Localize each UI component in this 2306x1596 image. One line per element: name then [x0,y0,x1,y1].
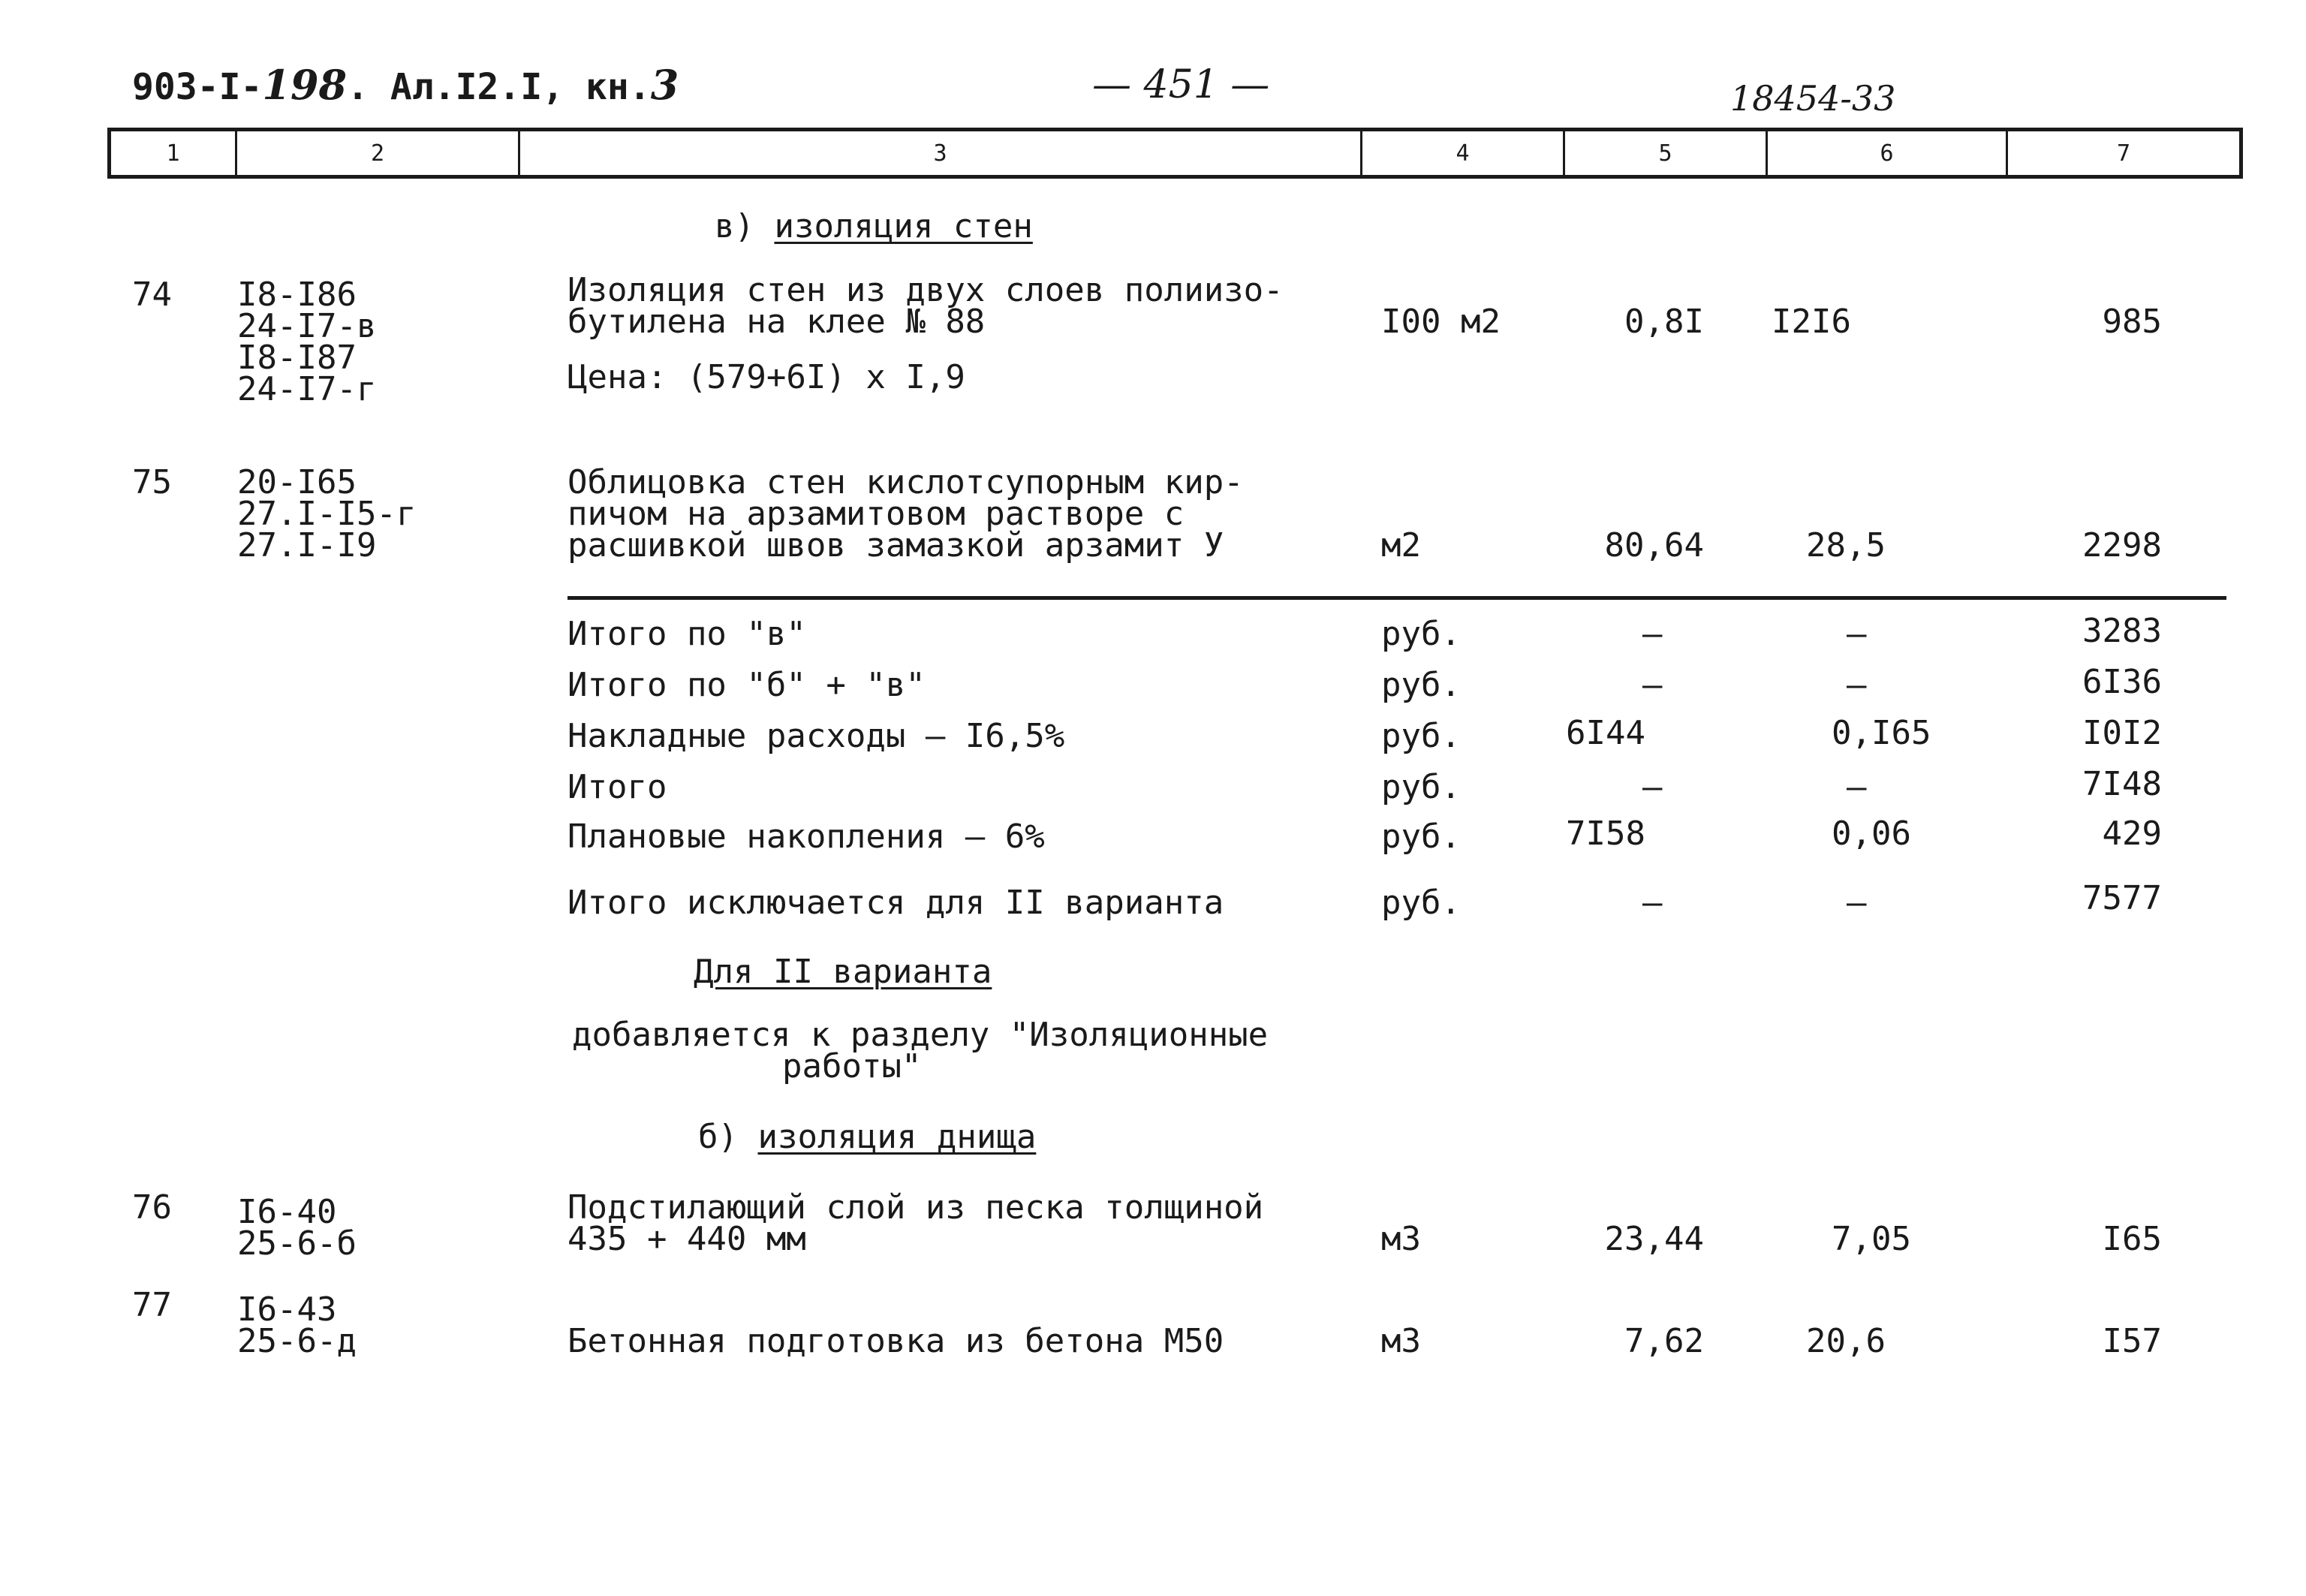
column-header-2: 2 [237,131,520,175]
code-line: I6-40 [237,1193,337,1231]
unit-price-cell: 20,6 [1806,1322,1886,1360]
summary-unit: руб. [1381,818,1461,856]
column-header-6: 6 [1768,131,2008,175]
section-v-title: изоляция стен [774,207,1033,245]
summary-col6: – [1847,768,1867,806]
summary-label: Итого по "б" + "в" [567,666,926,704]
unit-cell: м3 [1381,1322,1421,1360]
doc-book-handwritten: 3 [650,61,679,109]
summary-unit: руб. [1381,768,1461,806]
section-v-prefix: в) [715,207,754,245]
summary-label: Итого по "в" [567,615,806,653]
description-line: пичом на арзамитовом растворе с [567,495,1185,533]
section-b-prefix: б) [698,1118,738,1156]
unit-price-cell: 28,5 [1806,526,1886,565]
quantity-cell: 80,64 [1604,526,1704,565]
summary-col7: 7I48 [2082,765,2162,803]
quantity-cell: 0,8I [1624,303,1704,341]
summary-col5: – [1642,884,1663,922]
description-line: Бетонная подготовка из бетона М50 [567,1322,1224,1360]
summary-col6: 0,I65 [1832,714,1931,752]
price-note: Цена: (579+6I) х I,9 [567,358,965,396]
doc-code-handwritten: 198 [262,61,348,109]
quantity-cell: 7,62 [1624,1322,1704,1360]
summary-divider [567,596,2226,600]
column-header-7: 7 [2116,140,2131,167]
summary-col5: 7I58 [1566,815,1645,853]
code-line: 20-I65 [237,463,357,501]
summary-unit: руб. [1381,666,1461,704]
row-number: 74 [132,276,172,314]
total-cell: I57 [2102,1322,2162,1360]
row-number: 75 [132,463,172,501]
summary-col5: – [1642,768,1663,806]
description-line: Подстилающий слой из песка толщиной [567,1188,1264,1227]
summary-col6: 0,06 [1832,815,1911,853]
summary-label: Итого исключается для II варианта [567,884,1224,922]
document-code [132,61,679,109]
unit-cell: м2 [1381,526,1421,565]
description-line: Изоляция стен из двух слоев полиизо- [567,271,1284,309]
variant-note-line: работы" [782,1047,922,1086]
section-b-title: изоляция днища [757,1118,1037,1156]
summary-col5: 6I44 [1566,714,1645,752]
summary-col6: – [1847,884,1867,922]
summary-unit: руб. [1381,884,1461,922]
description-line: 435 + 440 мм [567,1220,806,1258]
variant-heading: Для II варианта [694,953,992,991]
summary-col6: – [1847,666,1867,704]
column-header-5: 5 [1565,131,1768,175]
doc-code-suffix: . Ал.I2.I, кн. [347,66,651,108]
code-line: 24-I7-г [237,370,377,408]
summary-col5: – [1642,666,1663,704]
quantity-cell: 23,44 [1604,1220,1704,1258]
code-line: 25-6-б [237,1224,357,1263]
unit-cell: м3 [1381,1220,1421,1258]
code-line: 27.I-I9 [237,526,377,565]
summary-unit: руб. [1381,615,1461,653]
description-line: Облицовка стен кислотсупорным кир- [567,463,1244,501]
summary-col7: 429 [2102,815,2162,853]
code-line: 24-I7-в [237,307,377,345]
summary-col7: 7577 [2082,879,2162,917]
section-heading-b [698,1119,1036,1156]
summary-col7: 6I36 [2082,663,2162,701]
column-header-1: 1 [111,131,237,175]
code-line: I8-I86 [237,276,357,314]
summary-col7: 3283 [2082,612,2162,650]
section-heading-v [715,208,1033,245]
column-header-row [107,128,2243,179]
unit-cell: I00 м2 [1381,303,1501,341]
summary-label: Накладные расходы – I6,5% [567,717,1065,755]
summary-label: Итого [567,768,667,806]
variant-note-line: добавляется к разделу "Изоляционные [572,1016,1269,1054]
summary-col6: – [1847,615,1867,653]
column-header-3: 3 [520,131,1362,175]
total-cell: 985 [2102,303,2162,341]
description-line: расшивкой швов замазкой арзамит У [567,526,1224,565]
unit-price-cell: 7,05 [1832,1220,1911,1258]
summary-col7: I0I2 [2082,714,2162,752]
code-line: 27.I-I5-г [237,495,417,533]
column-header-4: 4 [1362,131,1565,175]
reference-number: 18454-33 [1730,78,1896,119]
summary-unit: руб. [1381,717,1461,755]
code-line: 25-6-д [237,1322,357,1360]
total-cell: 2298 [2082,526,2162,565]
total-cell: I65 [2102,1220,2162,1258]
page-number: — 451 — [1092,62,1270,107]
doc-code-prefix: 903-I- [132,66,263,108]
code-line: I8-I87 [237,339,357,377]
row-number: 76 [132,1188,172,1227]
unit-price-cell: I2I6 [1772,303,1851,341]
code-line: I6-43 [237,1290,337,1329]
row-number: 77 [132,1286,172,1324]
description-line: бутилена на клее № 88 [567,303,986,341]
summary-col5: – [1642,615,1663,653]
summary-label: Плановые накопления – 6% [567,818,1045,856]
